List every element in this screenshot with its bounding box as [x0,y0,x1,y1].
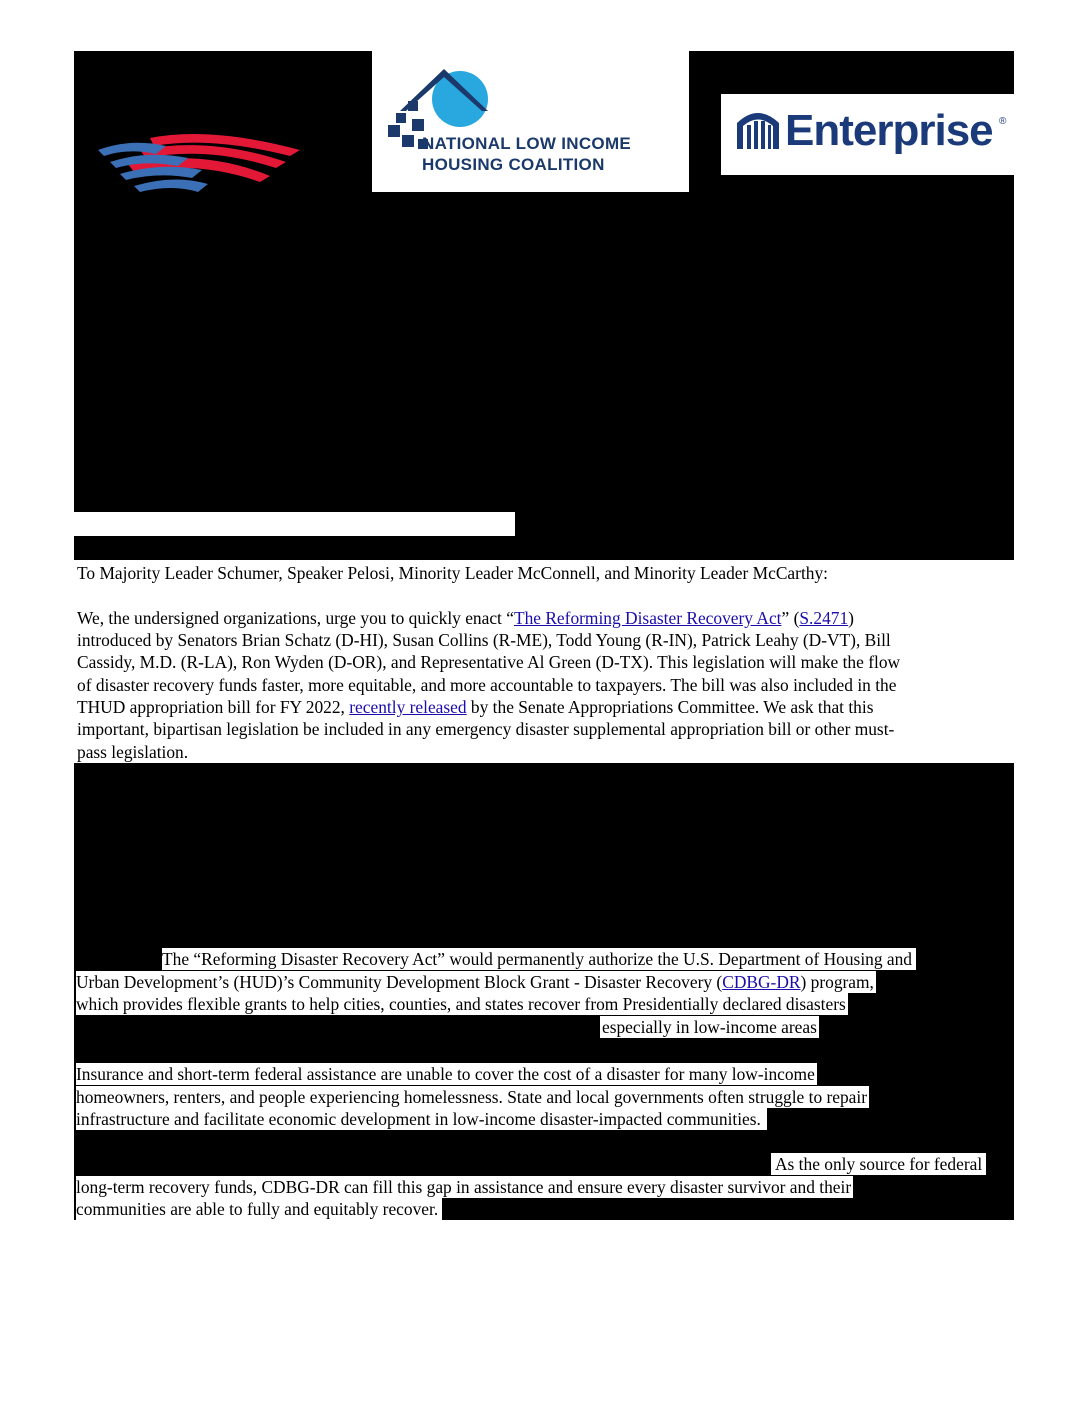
flag-logo-icon [90,128,310,198]
p1-text: THUD appropriation bill for FY 2022, [77,697,350,717]
header-white-strip [74,512,515,536]
recently-released-link[interactable]: recently released [349,697,467,717]
p1-line4: of disaster recovery funds faster, more equitable, and more accountable to taxpayers. The bill was also included in the [77,675,897,695]
p1-text: by the Senate Appropriations Committee. We ask that this [466,697,874,717]
p1-text: We, the undersigned organizations, urge you to quickly enact “ [77,608,514,628]
p1-text: ” ( [781,608,800,628]
p1-line5 [77,696,873,718]
p1-line6: important, bipartisan legislation be included in any emergency disaster supplemental appropriation bill or other must- [77,719,895,739]
p1-line1 [77,607,854,629]
p2-line3: which provides flexible grants to help cities, counties, and states recover from Presidentially declared disasters [76,994,846,1014]
p2-text: Urban Development’s (HUD)’s Community Development Block Grant - Disaster Recovery ( [76,972,723,992]
enterprise-mark-icon [735,109,781,151]
p1-line3: Cassidy, M.D. (R-LA), Ron Wyden (D-OR), and Representative Al Green (D-TX). This legislation will make the flow [77,652,901,672]
p3-line3: infrastructure and facilitate economic development in low-income disaster-impacted communities. [76,1108,767,1130]
nlihc-name-line2: HOUSING COALITION [422,155,605,174]
cdbg-dr-link[interactable]: CDBG-DR [722,972,801,992]
nlihc-logo [372,51,689,192]
p3-line1: Insurance and short-term federal assistance are unable to cover the cost of a disaster for many low-income [76,1064,815,1084]
p2-line4: especially in low-income areas [602,1017,817,1037]
p4-line1: As the only source for federal [771,1153,986,1175]
reforming-act-link[interactable]: The Reforming Disaster Recovery Act [513,608,782,628]
p2-line2 [76,971,876,993]
p3-line2: homeowners, renters, and people experiencing homelessness. State and local governments often struggle to repair [76,1087,868,1107]
enterprise-registered-mark: ® [999,116,1007,127]
p1-line2: introduced by Senators Brian Schatz (D-HI), Susan Collins (R-ME), Todd Young (R-IN), Patrick Leahy (D-VT), Bill [77,630,891,650]
salutation: To Majority Leader Schumer, Speaker Pelosi, Minority Leader McConnell, and Minority Leader McCarthy: [77,563,828,583]
nlihc-name-line1: NATIONAL LOW INCOME [422,134,632,153]
p2-line1: The “Reforming Disaster Recovery Act” would permanently authorize the U.S. Department of Housing and [162,948,916,970]
p2-text: ) program, [800,972,874,992]
s2471-link[interactable]: S.2471 [799,608,849,628]
p1-text: ) [848,608,854,628]
enterprise-wordmark: Enterprise [785,106,993,155]
enterprise-logo [721,94,1014,175]
p4-line2: long-term recovery funds, CDBG-DR can fill this gap in assistance and ensure every disaster survivor and their [76,1177,852,1197]
p4-line3: communities are able to fully and equitably recover. [76,1198,442,1220]
p1-line7: pass legislation. [77,742,189,762]
